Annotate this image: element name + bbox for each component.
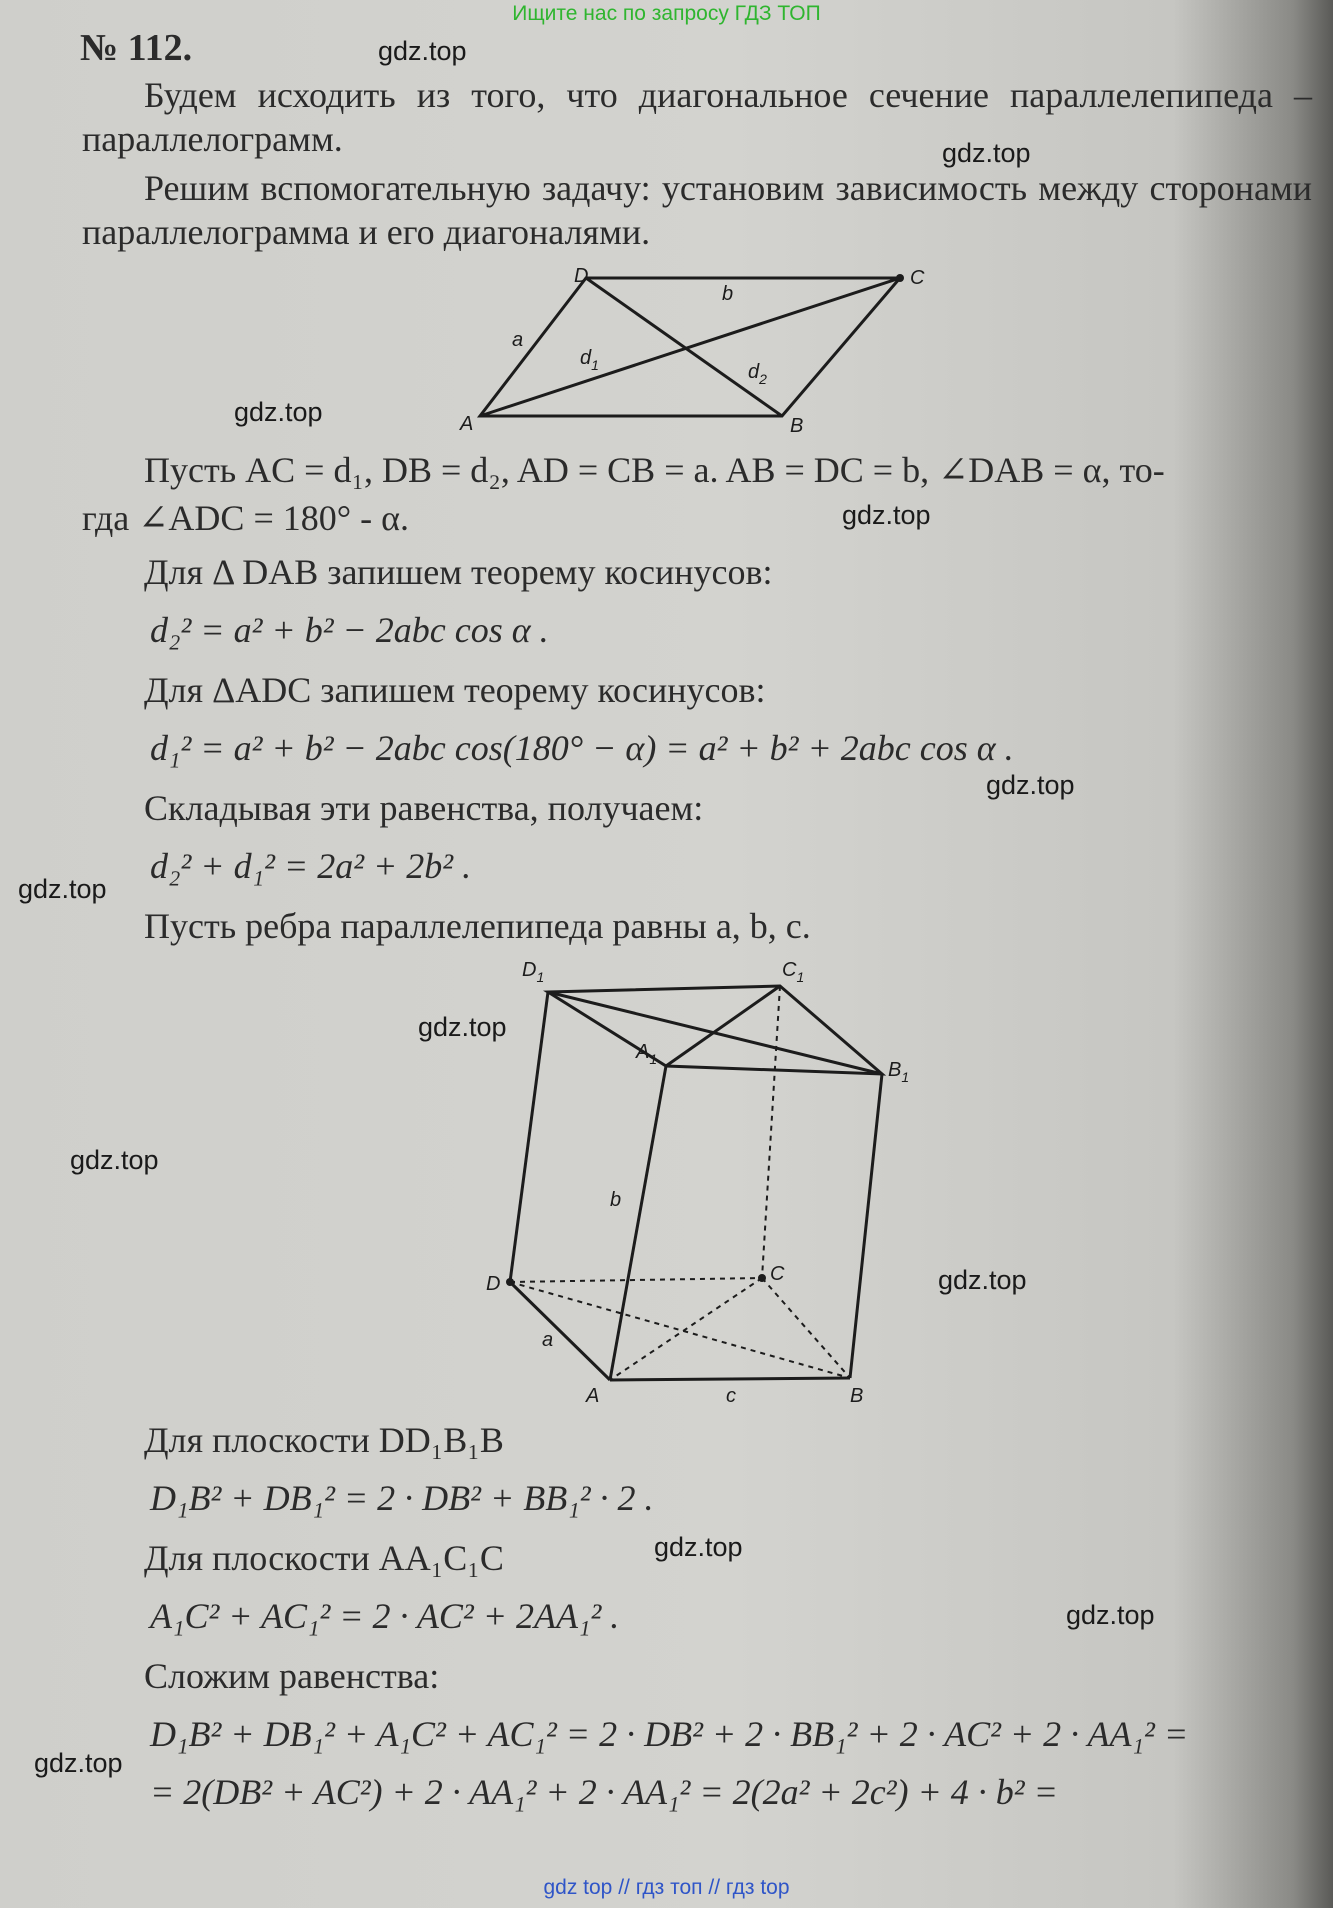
watermark: gdz.top	[378, 36, 467, 66]
adding-heading: Складывая эти равенства, получаем:	[144, 788, 704, 828]
formula-d2: d₂² = a² + b² − 2abc cos α .	[150, 610, 549, 650]
watermark: gdz.top	[1066, 1600, 1155, 1630]
watermark: gdz.top	[842, 500, 931, 530]
problem-number: № 112.	[80, 27, 193, 69]
edges-line: Пусть ребра параллелепипеда равны a, b, c.	[144, 906, 811, 946]
vertex-label-c: C	[770, 1263, 785, 1285]
vertex-label-b: B	[850, 1385, 864, 1407]
cosine-adc-heading: Для ΔADC запишем теорему косинусов:	[144, 670, 766, 710]
search-banner[interactable]: Ищите нас по запросу ГДЗ ТОП	[512, 2, 821, 25]
watermark: gdz.top	[986, 770, 1075, 800]
edge-label-b: b	[610, 1189, 622, 1211]
formula-sum-line-2: = 2(DB² + AC²) + 2 · AA₁² + 2 · AA₁² = 2(2a² + 2c²) + 4 · b² =	[150, 1772, 1058, 1812]
sum-heading: Сложим равенства:	[144, 1656, 440, 1696]
watermark: gdz.top	[34, 1748, 123, 1778]
vertex-label-b1: $B_1$	[888, 1059, 910, 1085]
paragraph-aux-task: Решим вспомогательную задачу: установим зависимость между сторонами параллелограмма и его диагоналями.	[82, 168, 1312, 252]
watermark: gdz.top	[418, 1012, 507, 1042]
formula-d1: d₁² = a² + b² − 2abc cos(180° − α) = a² + b² + 2abc cos α .	[150, 728, 1014, 768]
formula-sum-diagonals: d₂² + d₁² = 2a² + 2b² .	[150, 846, 472, 886]
parallelepiped-figure	[480, 950, 910, 1410]
watermark: gdz.top	[18, 874, 107, 904]
formula-plane-1: D₁B² + DB₁² = 2 · DB² + BB₁² · 2 .	[150, 1478, 654, 1518]
vertex-label-d: D	[486, 1273, 501, 1295]
watermark: gdz.top	[654, 1532, 743, 1562]
let-line-1: Пусть AC = d₁, DB = d₂, AD = CB = a. AB = DC = b, ∠DAB = α, то-	[144, 450, 1165, 490]
vertex-label-b: B	[790, 415, 804, 437]
watermark: gdz.top	[942, 138, 1031, 168]
cosine-dab-heading: Для Δ DAB запишем теорему косинусов:	[144, 552, 773, 592]
watermark: gdz.top	[234, 397, 323, 427]
watermark: gdz.top	[70, 1145, 159, 1175]
vertex-label-a: A	[586, 1385, 600, 1407]
vertex-label-c1: $C_1$	[782, 959, 805, 985]
diagonal-label-d1: $d_1$	[580, 347, 599, 373]
plane-aa1c1c-heading: Для плоскости AA₁C₁C	[144, 1538, 504, 1578]
vertex-label-c: C	[910, 267, 925, 289]
vertex-label-a1: $A_1$	[636, 1041, 658, 1067]
formula-plane-2: A₁C² + AC₁² = 2 · AC² + 2AA₁² .	[150, 1596, 620, 1636]
side-label-b: b	[722, 283, 734, 305]
vertex-label-d1: $D_1$	[522, 959, 545, 985]
paragraph-intro: Будем исходить из того, что диагональное сечение параллелепипеда – параллелограмм.	[82, 75, 1312, 159]
edge-label-a: a	[542, 1329, 554, 1351]
formula-sum-line-1: D₁B² + DB₁² + A₁C² + AC₁² = 2 · DB² + 2 · BB₁² + 2 · AC² + 2 · AA₁² =	[150, 1714, 1189, 1754]
edge-label-c: c	[726, 1385, 736, 1407]
let-line-2: гда ∠ADC = 180° - α.	[82, 498, 409, 538]
footer-links[interactable]: gdz top // гдз топ // гдз top	[543, 1876, 790, 1899]
vertex-label-d: D	[574, 265, 589, 287]
side-label-a: a	[512, 329, 524, 351]
vertex-label-a: A	[460, 413, 474, 435]
diagonal-label-d2: $d_2$	[748, 361, 767, 387]
watermark: gdz.top	[938, 1265, 1027, 1295]
parallelogram-figure	[450, 260, 950, 440]
plane-dd1b1b-heading: Для плоскости DD₁B₁B	[144, 1420, 504, 1460]
